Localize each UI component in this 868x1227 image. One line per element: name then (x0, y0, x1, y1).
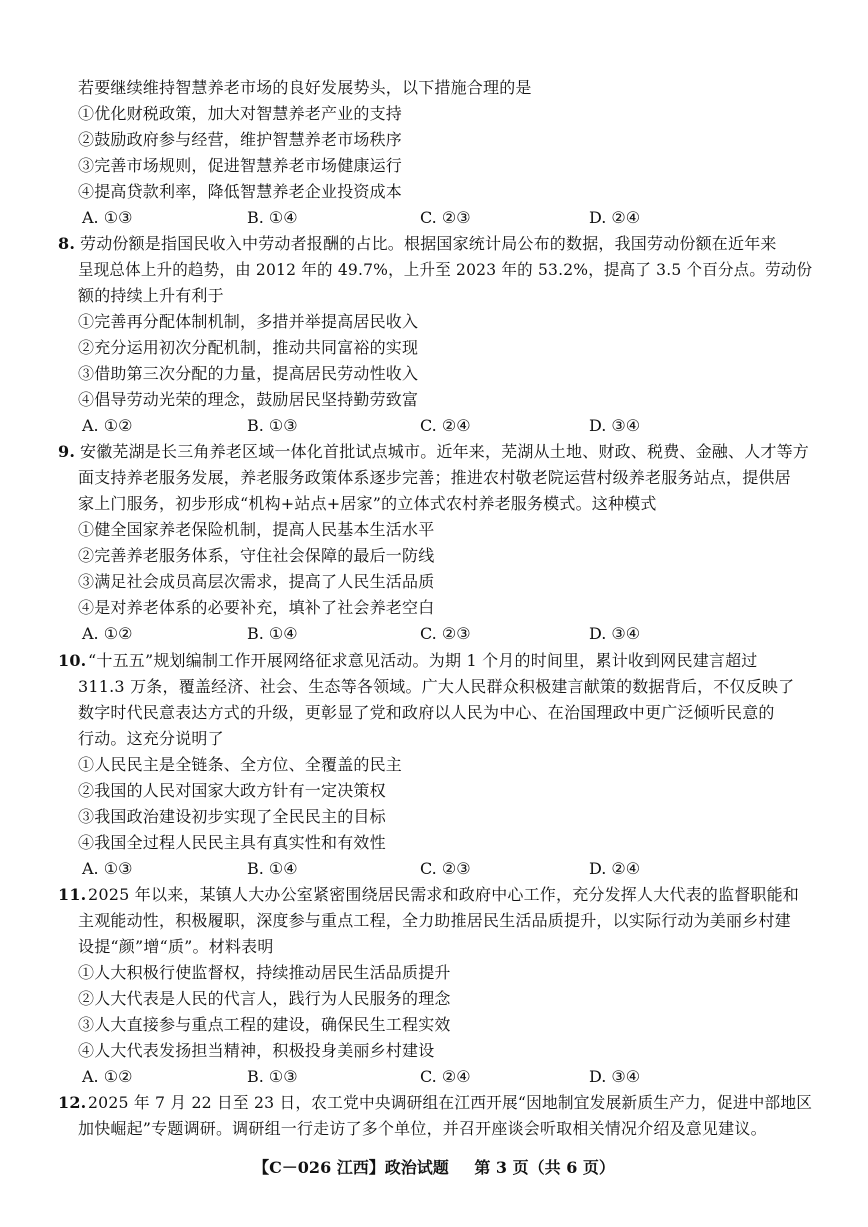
q11-stem-line-2: 主观能动性，积极履职，深度参与重点工程，全力助推居民生活品质提升，以实际行动为美丽乡村建 (78, 911, 791, 930)
q9-option-d: D. ③④ (589, 624, 641, 643)
q8-option-a: A. ①② (82, 416, 133, 435)
q11-option-d: D. ③④ (589, 1067, 641, 1086)
exam-code: 【C－026 江西】政治试题 (253, 1158, 449, 1177)
q11-stem-line-1: 2025 年以来，某镇人大办公室紧密围绕居民需求和政府中心工作，充分发挥人大代表的监督职能和 (88, 885, 800, 904)
q8-item-1: ①完善再分配体制机制，多措并举提高居民收入 (78, 312, 419, 331)
q10-item-3: ③我国政治建设初步实现了全民民主的目标 (78, 807, 386, 826)
q9-item-2: ②完善养老服务体系，守住社会保障的最后一防线 (78, 546, 435, 565)
q8-option-b: B. ①③ (247, 416, 298, 435)
q11-item-4: ④人大代表发扬担当精神，积极投身美丽乡村建设 (78, 1041, 435, 1060)
q10-item-4: ④我国全过程人民民主具有真实性和有效性 (78, 833, 386, 852)
q8-item-3: ③借助第三次分配的力量，提高居民劳动性收入 (78, 364, 419, 383)
q8-option-d: D. ③④ (589, 416, 641, 435)
q9-option-a: A. ①② (82, 624, 133, 643)
q9-item-3: ③满足社会成员高层次需求，提高了人民生活品质 (78, 572, 435, 591)
q9-item-1: ①健全国家养老保险机制，提高人民基本生活水平 (78, 520, 435, 539)
q7-item-4: ④提高贷款利率，降低智慧养老企业投资成本 (78, 182, 403, 201)
q7-option-c: C. ②③ (420, 208, 471, 227)
q10-item-2: ②我国的人民对国家大政方针有一定决策权 (78, 781, 386, 800)
q9-option-c: C. ②③ (420, 624, 471, 643)
q8-option-c: C. ②④ (420, 416, 471, 435)
q11-number: 11. (58, 885, 87, 904)
q10-option-b: B. ①④ (247, 859, 298, 878)
q10-option-c: C. ②③ (420, 859, 471, 878)
q7-stem: 若要继续维持智慧养老市场的良好发展势头，以下措施合理的是 (78, 78, 532, 97)
q9-option-b: B. ①④ (247, 624, 298, 643)
q7-item-2: ②鼓励政府参与经营，维护智慧养老市场秩序 (78, 130, 403, 149)
q10-item-1: ①人民民主是全链条、全方位、全覆盖的民主 (78, 755, 403, 774)
q11-option-c: C. ②④ (420, 1067, 471, 1086)
q8-item-2: ②充分运用初次分配机制，推动共同富裕的实现 (78, 338, 419, 357)
page-footer (0, 1155, 868, 1178)
q9-stem-line-2: 面支持养老服务发展，养老服务政策体系逐步完善；推进农村敬老院运营村级养老服务站点，提供居 (78, 468, 791, 487)
q7-item-3: ③完善市场规则，促进智慧养老市场健康运行 (78, 156, 403, 175)
q12-stem-line-2: 加快崛起”专题调研。调研组一行走访了多个单位，并召开座谈会听取相关情况介绍及意见建议。 (78, 1119, 767, 1138)
q11-item-1: ①人大积极行使监督权，持续推动居民生活品质提升 (78, 963, 451, 982)
q7-option-a: A. ①③ (82, 208, 133, 227)
q12-stem-line-1: 2025 年 7 月 22 日至 23 日，农工党中央调研组在江西开展“因地制宜发展新质生产力，促进中部地区 (88, 1093, 813, 1112)
q8-stem-line-3: 额的持续上升有利于 (78, 286, 224, 305)
q8-number: 8. (58, 234, 76, 253)
q7-option-d: D. ②④ (589, 208, 641, 227)
page-number: 第 3 页（共 6 页） (474, 1158, 615, 1177)
q8-stem-line-1: 劳动份额是指国民收入中劳动者报酬的占比。根据国家统计局公布的数据，我国劳动份额在近年来 (80, 234, 777, 253)
q11-stem-line-3: 设提“颜”增“质”。材料表明 (78, 937, 274, 956)
q9-item-4: ④是对养老体系的必要补充，填补了社会养老空白 (78, 598, 435, 617)
q8-stem-line-2: 呈现总体上升的趋势，由 2012 年的 49.7%，上升至 2023 年的 53.2%，提高了 3.5 个百分点。劳动份 (78, 260, 813, 279)
q11-option-a: A. ①② (82, 1067, 133, 1086)
q10-stem-line-3: 数字时代民意表达方式的升级，更彰显了党和政府以人民为中心、在治国理政中更广泛倾听民意的 (78, 703, 775, 722)
q7-item-1: ①优化财税政策，加大对智慧养老产业的支持 (78, 104, 403, 123)
q11-option-b: B. ①③ (247, 1067, 298, 1086)
q9-stem-line-3: 家上门服务，初步形成“机构+站点+居家”的立体式农村养老服务模式。这种模式 (78, 494, 657, 513)
q10-stem-line-2: 311.3 万条，覆盖经济、社会、生态等各领域。广大人民群众积极建言献策的数据背后，不仅反映了 (78, 677, 795, 696)
q11-item-2: ②人大代表是人民的代言人，践行为人民服务的理念 (78, 989, 451, 1008)
q9-stem-line-1: 安徽芜湖是长三角养老区域一体化首批试点城市。近年来，芜湖从土地、财政、税费、金融、人才等方 (80, 442, 810, 461)
q7-option-b: B. ①④ (247, 208, 298, 227)
q10-stem-line-4: 行动。这充分说明了 (78, 729, 224, 748)
q8-item-4: ④倡导劳动光荣的理念，鼓励居民坚持勤劳致富 (78, 390, 419, 409)
q10-option-a: A. ①③ (82, 859, 133, 878)
q10-stem-line-1: “十五五”规划编制工作开展网络征求意见活动。为期 1 个月的时间里，累计收到网民建言超过 (88, 651, 758, 670)
q10-number: 10. (58, 651, 87, 670)
q9-number: 9. (58, 442, 76, 461)
q10-option-d: D. ②④ (589, 859, 641, 878)
q11-item-3: ③人大直接参与重点工程的建设，确保民生工程实效 (78, 1015, 451, 1034)
q12-number: 12. (58, 1093, 87, 1112)
